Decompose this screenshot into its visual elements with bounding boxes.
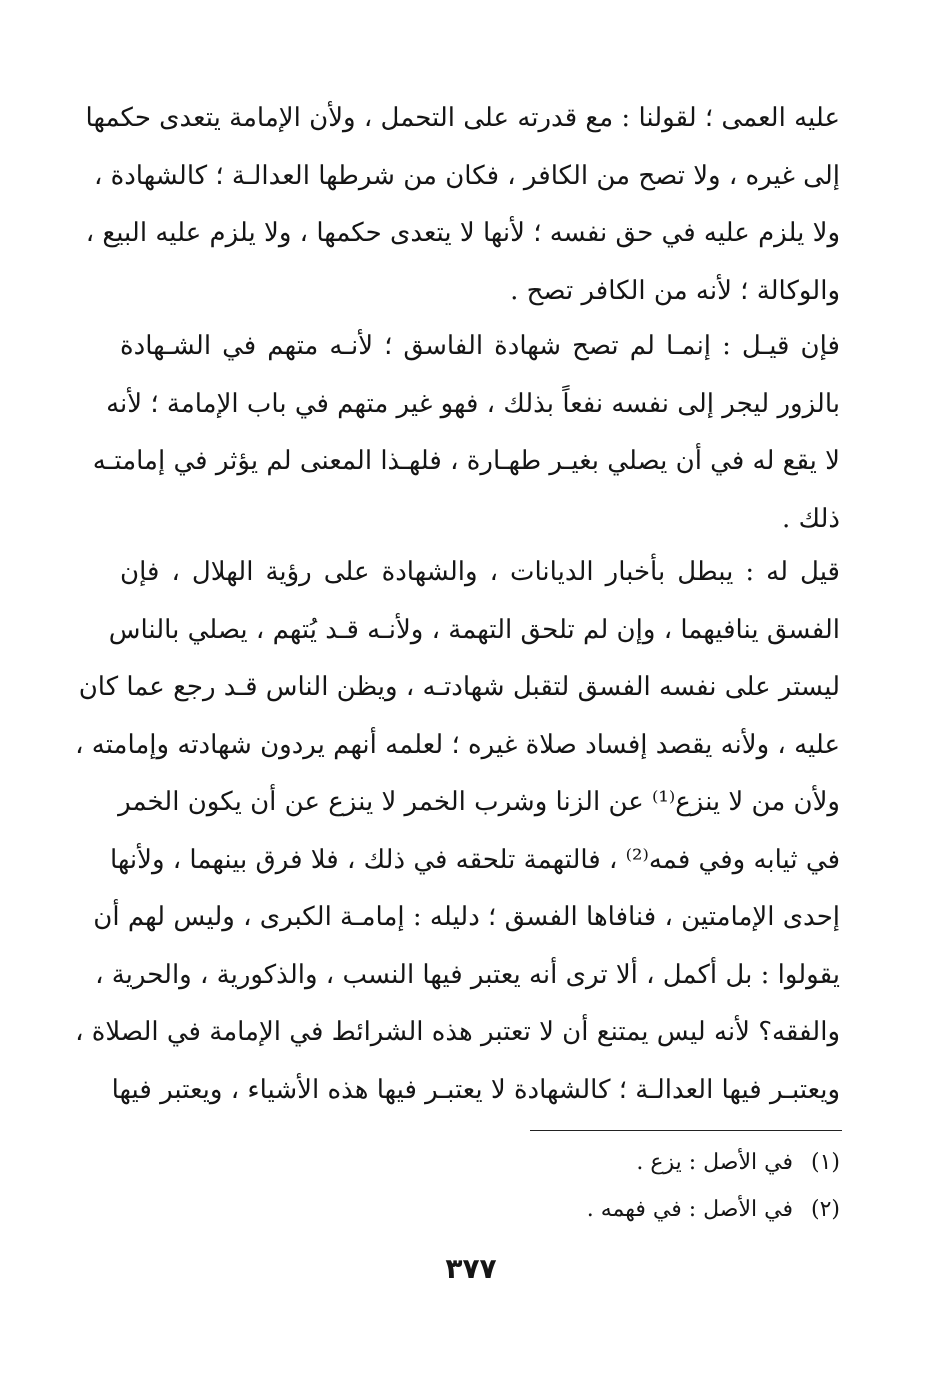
text-line: والوكالة ؛ لأنه من الكافر تصح . — [510, 275, 840, 306]
paragraph-2 — [92, 318, 840, 548]
footnote-text: في الأصل : في فهمه . — [586, 1197, 793, 1222]
text-line: يقولوا : بل أكمل ، ألا ترى أنه يعتبر فيها النسب ، والذكورية ، والحرية ، — [95, 959, 840, 990]
paragraph-1 — [85, 90, 840, 320]
text-line: في ثيابه وفي فمه⁽²⁾ ، فالتهمة تلحقه في ذلك ، فلا فرق بينهما ، ولأنها — [109, 844, 840, 875]
text-line: والفقه؟ لأنه ليس يمتنع أن لا تعتبر هذه الشرائط في الإمامة في الصلاة ، — [75, 1017, 840, 1047]
text-line: فإن قيـل : إنمـا لم تصح شهادة الفاسق ؛ لأنـه متهم في الشـهادة — [120, 331, 840, 361]
footnote-1 — [120, 1146, 840, 1180]
text-line: ولأن من لا ينزع⁽¹⁾ عن الزنا وشرب الخمر لا ينزع عن أن يكون الخمر — [118, 787, 840, 817]
text-line: الفسق ينافيهما ، وإن لم تلحق التهمة ، ولأنـه قـد يُتهم ، يصلي بالناس — [108, 614, 840, 645]
text-line: ذلك . — [782, 503, 840, 534]
text-line: عليه العمى ؛ لقولنا : مع قدرته على التحمل ، ولأن الإمامة يتعدى حكمها — [85, 103, 840, 133]
text-line: قيل له : يبطل بأخبار الديانات ، والشهادة على رؤية الهلال ، فإن — [120, 557, 840, 587]
text-line: بالزور ليجر إلى نفسه نفعاً بذلك ، فهو غير متهم في باب الإمامة ؛ لأنه — [106, 388, 840, 419]
paragraph-3 — [75, 544, 840, 1119]
footnote-number: (٢) — [810, 1197, 840, 1222]
text-line: لا يقع له في أن يصلي بغيـر طهـارة ، فلهـذا المعنى لم يؤثر في إمامتـه — [92, 446, 840, 476]
text-line: إحدى الإمامتين ، فنافاها الفسق ؛ دليله : إمامـة الكبرى ، وليس لهم أن — [93, 902, 840, 932]
text-line: عليه ، ولأنه يقصد إفساد صلاة غيره ؛ لعلمه أنهم يردون شهادته وإمامته ، — [75, 729, 840, 760]
footnote-2 — [120, 1193, 840, 1227]
footnote-text: في الأصل : يزع . — [636, 1150, 793, 1175]
text-line: ليستر على نفسه الفسق لتقبل شهادتـه ، ويظن الناس قـد رجع عما كان — [78, 672, 840, 702]
footnote-number: (١) — [810, 1150, 840, 1175]
footnote-divider — [530, 1130, 842, 1131]
text-line: ويعتبـر فيها العدالـة ؛ كالشهادة لا يعتبـر فيها هذه الأشياء ، ويعتبر فيها — [111, 1074, 840, 1105]
text-line: إلى غيره ، ولا تصح من الكافر ، فكان من شرطها العدالـة ؛ كالشهادة ، — [93, 160, 840, 191]
page-number: ٣٧٧ — [445, 1252, 497, 1285]
text-line: ولا يلزم عليه في حق نفسه ؛ لأنها لا يتعدى حكمها ، ولا يلزم عليه البيع ، — [85, 218, 840, 248]
